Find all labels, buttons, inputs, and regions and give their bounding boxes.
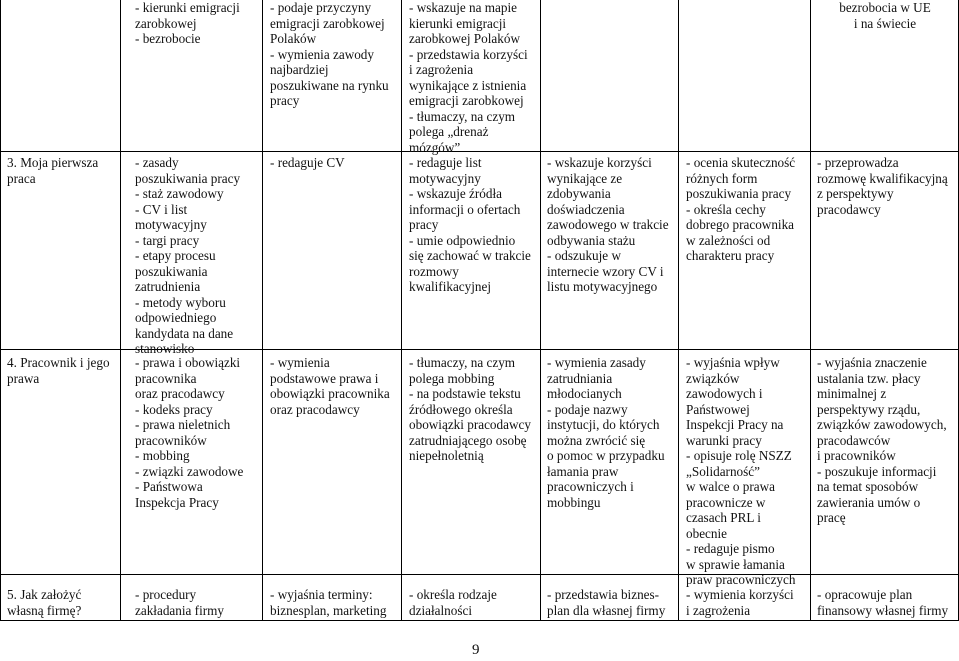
table-cell (409, 155, 531, 295)
cell-text-line: - wskazuje korzyści (547, 155, 652, 170)
cell-text-line: - targi pracy (135, 232, 200, 248)
cell-text-line: obecnie (686, 525, 728, 541)
table-cell (686, 155, 795, 264)
cell-text-line: odpowiedniego (135, 310, 217, 325)
cell-text-line: polega „drenaż (409, 124, 489, 139)
cell-text-line: związków zawodowych, (817, 417, 947, 432)
cell-text-line: 3. Moja pierwsza (7, 155, 99, 170)
cell-text-line: - wskazuje na mapie (409, 0, 518, 15)
cell-text-line: - wyjaśnia wpływ (686, 355, 780, 370)
cell-text-line: zawodowych i (686, 386, 763, 401)
cell-text-line: kwalifikacyjnej (409, 279, 492, 294)
cell-text-line: własną firmę? (7, 602, 82, 618)
cell-text-line: związków (686, 370, 740, 386)
cell-text-line: - etapy procesu (135, 248, 216, 263)
cell-text-line: minimalnej z (817, 386, 887, 401)
cell-text-line: zdobywania (547, 186, 611, 201)
cell-text-line: poszukiwania pracy (135, 170, 241, 186)
cell-text-line: polega mobbing (409, 370, 495, 386)
cell-text-line: i zagrożenia (686, 602, 751, 618)
cell-text-line: - przedstawia korzyści (409, 46, 528, 62)
cell-text-line: „Solidarność” (686, 463, 760, 479)
cell-text-line: rozmowę kwalifikacyjną (817, 170, 948, 186)
cell-text-line: kierunki emigracji (409, 15, 507, 31)
table-cell (547, 155, 669, 295)
cell-text-line: - podaje nazwy (547, 401, 628, 417)
table-cell (817, 587, 948, 618)
cell-text-line: czasach PRL i (686, 510, 761, 525)
cell-text-line: - wymienia zawody (270, 46, 374, 62)
cell-text-line: - staż zawodowy (135, 186, 224, 201)
cell-text-line: prawa (7, 370, 40, 386)
table-cell (686, 355, 795, 588)
cell-text-line: mózgów” (409, 139, 461, 155)
cell-text-line: pracownicze w (686, 494, 766, 510)
table-cell (817, 155, 948, 217)
cell-text-line: stanowisko (135, 341, 195, 356)
cell-text-line: najbardziej (270, 62, 329, 77)
cell-text-line: bezrobocia w UE (839, 0, 931, 15)
cell-text-line: dobrego pracownika (686, 217, 795, 232)
cell-text-line: Państwowej (686, 401, 750, 417)
cell-text-line: poszukiwania (135, 263, 208, 279)
cell-text-line: - kodeks pracy (135, 401, 213, 417)
table-cell (817, 0, 953, 31)
cell-text-line: - wyjaśnia znaczenie (817, 355, 927, 370)
cell-text-line: - na podstawie tekstu (409, 386, 521, 401)
table-cell (409, 0, 528, 155)
cell-text-line: zatrudniania (547, 370, 613, 386)
cell-text-line: obowiązki pracodawcy (409, 417, 531, 432)
table-cell (135, 587, 224, 618)
cell-text-line: emigracji zarobkowej (270, 15, 385, 31)
table-col-divider-1 (120, 0, 121, 621)
cell-text-line: - określa rodzaje (409, 587, 497, 602)
cell-text-line: - opracowuje plan (817, 587, 913, 602)
table-cell (135, 355, 243, 510)
cell-text-line: - metody wyboru (135, 294, 226, 310)
cell-text-line: - związki zawodowe (135, 463, 244, 479)
table-cell (135, 0, 240, 47)
cell-text-line: niepełnoletnią (409, 448, 484, 463)
cell-text-line: praca (7, 170, 36, 186)
cell-text-line: 5. Jak założyć (7, 587, 82, 602)
cell-text-line: pracodawców (817, 432, 891, 448)
cell-text-line: i na świecie (853, 15, 917, 31)
cell-text-line: wynikające ze (547, 170, 623, 186)
cell-text-line: z perspektywy (817, 186, 894, 201)
cell-text-line: - tłumaczy, na czym (409, 108, 516, 124)
table-cell (270, 155, 345, 171)
cell-text-line: zarobkowej Polaków (409, 31, 520, 46)
cell-text-line: - procedury (135, 587, 197, 602)
cell-text-line: zarobkowej (135, 15, 197, 31)
cell-text-line: poszukiwane na rynku (270, 77, 389, 93)
cell-text-line: odbywania stażu (547, 232, 636, 248)
cell-text-line: - wskazuje źródła (409, 186, 503, 201)
cell-text-line: - ocenia skuteczność (686, 155, 796, 170)
table-cell (7, 355, 110, 386)
cell-text-line: - poszukuje informacji (817, 463, 937, 479)
cell-text-line: w zależności od (686, 232, 771, 248)
cell-text-line: - opisuje rolę NSZZ (686, 448, 792, 463)
cell-text-line: plan dla własnej firmy (547, 602, 666, 618)
cell-text-line: 4. Pracownik i jego (7, 355, 110, 370)
cell-text-line: wynikające z istnienia (409, 77, 527, 93)
cell-text-line: pracę (817, 510, 846, 525)
cell-text-line: - umie odpowiednio (409, 232, 516, 248)
cell-text-line: - redaguje CV (270, 155, 345, 170)
cell-text-line: doświadczenia (547, 201, 625, 217)
table-cell (409, 587, 497, 618)
cell-text-line: instytucji, do których (547, 417, 660, 432)
cell-text-line: podstawowe prawa i (270, 370, 379, 386)
cell-text-line: obowiązki pracownika (270, 386, 390, 401)
cell-text-line: informacji o ofertach (409, 201, 521, 217)
cell-text-line: charakteru pracy (686, 248, 775, 263)
cell-text-line: motywacyjny (135, 217, 207, 232)
table-col-divider-5 (678, 0, 679, 621)
cell-text-line: - bezrobocie (135, 31, 201, 46)
cell-text-line: - tłumaczy, na czym (409, 355, 516, 370)
cell-text-line: pracowników (135, 432, 207, 448)
cell-text-line: - wyjaśnia terminy: (270, 587, 373, 602)
table-cell (547, 587, 665, 618)
table-border-bottom (0, 620, 959, 621)
table-cell (409, 355, 531, 464)
table-cell (686, 587, 794, 618)
cell-text-line: pracodawcy (817, 201, 881, 217)
cell-text-line: Polaków (270, 31, 317, 46)
cell-text-line: pracowniczych i (547, 479, 634, 494)
cell-text-line: kandydata na dane (135, 325, 234, 341)
table-col-divider-2 (262, 0, 263, 621)
cell-text-line: o pomoc w przypadku (547, 448, 665, 463)
cell-text-line: zakładania firmy (135, 602, 224, 618)
cell-text-line: zawierania umów o (817, 494, 921, 510)
cell-text-line: zawodowego w trakcie (547, 217, 669, 232)
table-cell (270, 0, 389, 109)
cell-text-line: motywacyjny (409, 170, 481, 186)
cell-text-line: Inspekcji Pracy na (686, 417, 784, 432)
cell-text-line: - prawa i obowiązki (135, 355, 241, 370)
cell-text-line: pracy (270, 93, 300, 108)
cell-text-line: biznesplan, marketing (270, 602, 387, 618)
cell-text-line: praw pracowniczych (686, 572, 796, 587)
cell-text-line: zatrudnienia (135, 279, 201, 294)
cell-text-line: finansowy własnej firmy (817, 602, 949, 618)
cell-text-line: - Państwowa (135, 479, 203, 494)
cell-text-line: rozmowy (409, 263, 459, 279)
cell-text-line: - CV i list (135, 201, 188, 217)
cell-text-line: - prawa nieletnich (135, 417, 231, 432)
table-row-divider-3 (0, 574, 959, 575)
cell-text-line: w sprawie łamania (686, 556, 785, 572)
cell-text-line: internecie wzory CV i (547, 263, 664, 279)
table-cell (270, 587, 386, 618)
cell-text-line: - podaje przyczyny (270, 0, 372, 15)
cell-text-line: się zachować w trakcie (409, 248, 531, 263)
cell-text-line: łamania praw (547, 463, 619, 479)
cell-text-line: działalności (409, 602, 472, 618)
cell-text-line: emigracji zarobkowej (409, 93, 524, 108)
page-number: 9 (472, 642, 480, 658)
table-cell (7, 155, 98, 186)
cell-text-line: i pracowników (817, 448, 896, 463)
table-col-divider-6 (810, 0, 811, 621)
table-cell (547, 355, 665, 510)
cell-text-line: można zwrócić się (547, 432, 646, 448)
cell-text-line: - wymienia (270, 355, 330, 370)
cell-text-line: i zagrożenia (409, 62, 474, 77)
cell-text-line: w walce o prawa (686, 479, 775, 494)
cell-text-line: poszukiwania pracy (686, 186, 792, 201)
cell-text-line: - redaguje list (409, 155, 482, 170)
table-cell (270, 355, 390, 417)
table-col-divider-4 (540, 0, 541, 621)
cell-text-line: zatrudniającego osobę (409, 432, 527, 448)
cell-text-line: listu motywacyjnego (547, 279, 658, 294)
cell-text-line: różnych form (686, 170, 758, 186)
table-cell (7, 587, 81, 618)
cell-text-line: oraz pracodawcy (135, 386, 225, 401)
cell-text-line: - zasady (135, 155, 179, 170)
cell-text-line: pracy (409, 217, 439, 232)
cell-text-line: - przeprowadza (817, 155, 899, 170)
cell-text-line: - kierunki emigracji (135, 0, 240, 15)
cell-text-line: - określa cechy (686, 201, 766, 217)
cell-text-line: - redaguje pismo (686, 541, 775, 556)
table-col-divider-3 (401, 0, 402, 621)
cell-text-line: mobbingu (547, 494, 601, 510)
cell-text-line: - odszukuje w (547, 248, 621, 263)
cell-text-line: - przedstawia biznes- (547, 587, 660, 602)
cell-text-line: oraz pracodawcy (270, 401, 360, 417)
cell-text-line: Inspekcja Pracy (135, 494, 219, 510)
cell-text-line: perspektywy rządu, (817, 401, 921, 417)
cell-text-line: - wymienia zasady (547, 355, 646, 370)
cell-text-line: warunki pracy (686, 432, 762, 448)
table-border-left (0, 0, 1, 621)
cell-text-line: młodocianych (547, 386, 622, 401)
cell-text-line: - wymienia korzyści (686, 587, 794, 602)
cell-text-line: pracownika (135, 370, 197, 386)
cell-text-line: - mobbing (135, 448, 190, 463)
cell-text-line: źródłowego określa (409, 401, 513, 417)
cell-text-line: na temat sposobów (817, 479, 919, 494)
table-cell (135, 155, 240, 357)
table-cell (817, 355, 947, 526)
cell-text-line: ustalania tzw. płacy (817, 370, 921, 386)
